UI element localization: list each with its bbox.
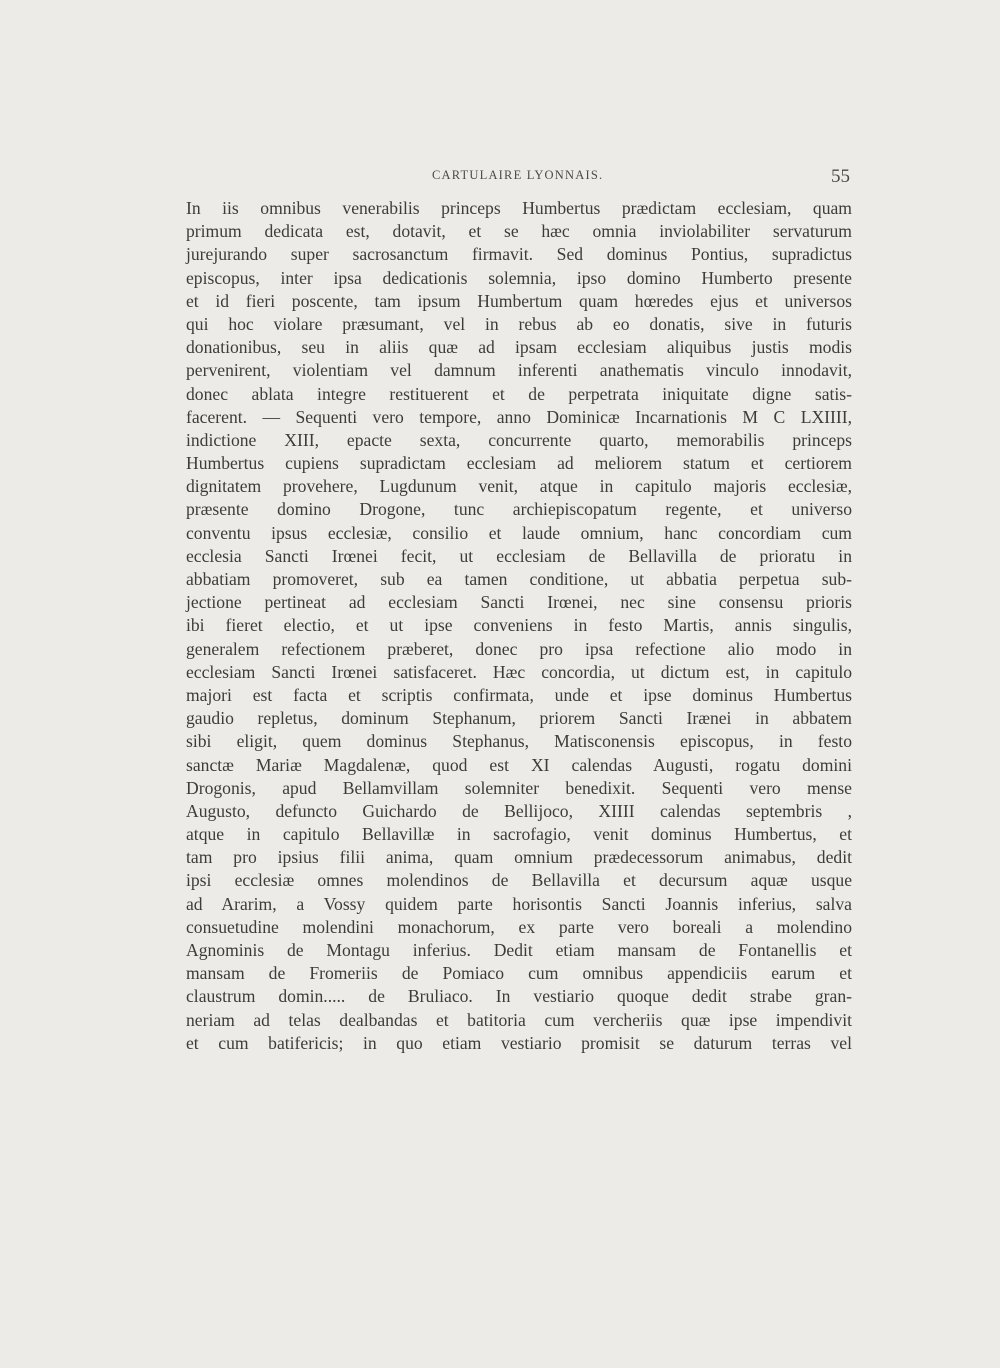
text-line: ecclesiam Sancti Irœnei satisfaceret. Hæc concordia, ut dictum est, in capitulo [186,661,852,682]
running-title: CARTULAIRE LYONNAIS. [432,168,604,182]
text-line: abbatiam promoveret, sub ea tamen conditione, ut abbatia perpetua sub- [186,569,852,589]
text-line: ibi fieret electio, et ut ipse conveniens in festo Martis, annis singulis, [186,615,852,636]
text-line: ecclesia Sancti Irœnei fecit, ut ecclesiam de Bellavilla de prioratu in [186,545,852,566]
text-line: pervenirent, violentiam vel damnum inferenti anathematis vinculo innodavit, [186,360,852,381]
text-line: neriam ad telas dealbandas et batitoria cum vercheriis quæ ipse impendivit [186,1009,852,1030]
text-line: generalem refectionem præberet, donec pro ipsa refectione alio modo in [186,638,852,659]
text-line: conventu ipsus ecclesiæ, consilio et laude omnium, hanc concordiam cum [186,522,852,543]
text-line: jurejurando super sacrosanctum firmavit. Sed dominus Pontius, supradictus [186,244,852,265]
text-line: Augusto, defuncto Guichardo de Bellijoco, XIIII calendas septembris , [186,800,852,821]
page-number: 55 [831,166,850,187]
text-line: indictione XIII, epacte sexta, concurrente quarto, memorabilis princeps [186,429,852,450]
text-line: qui hoc violare præsumant, vel in rebus ab eo donatis, sive in futuris [186,313,852,334]
text-line: atque in capitulo Bellavillæ in sacrofagio, venit dominus Humbertus, et [186,824,852,845]
text-line: episcopus, inter ipsa dedicationis solemnia, ipso domino Humberto presente [186,267,852,288]
text-line: jectione pertineat ad ecclesiam Sancti Irœnei, nec sine consensu prioris [186,592,852,613]
text-line: Humbertus cupiens supradictam ecclesiam ad meliorem statum et certiorem [186,453,852,474]
text-line: majori est facta et scriptis confirmata, unde et ipse dominus Humbertus [186,684,852,705]
text-line: In iis omnibus venerabilis princeps Humbertus prædictam ecclesiam, quam [186,198,852,218]
text-line: donationibus, seu in aliis quæ ad ipsam ecclesiam aliquibus justis modis [186,337,852,358]
text-line: tam pro ipsius filii anima, quam omnium prædecessorum animabus, dedit [186,847,852,868]
text-line: donec ablata integre restituerent et de perpetrata iniquitate digne satis- [186,383,852,404]
text-line: præsente domino Drogone, tunc archiepiscopatum regente, et universo [186,499,852,520]
text-line: dignitatem provehere, Lugdunum venit, atque in capitulo majoris ecclesiæ, [186,476,852,497]
text-line: primum dedicata est, dotavit, et se hæc omnia inviolabiliter servaturum [186,221,852,242]
text-line: gaudio repletus, dominum Stephanum, priorem Sancti Irænei in abbatem [186,708,852,729]
text-line: ad Ararim, a Vossy quidem parte horisontis Sancti Joannis inferius, salva [186,893,852,914]
text-line: mansam de Fromeriis de Pomiaco cum omnibus appendiciis earum et [186,963,852,984]
text-line: sanctæ Mariæ Magdalenæ, quod est XI calendas Augusti, rogatu domini [186,754,852,775]
text-line: Drogonis, apud Bellamvillam solemniter benedixit. Sequenti vero mense [186,777,852,798]
text-line: et id fieri poscente, tam ipsum Humbertum quam hœredes ejus et universos [186,290,852,311]
running-head [186,168,850,190]
text-line: facerent. — Sequenti vero tempore, anno Dominicæ Incarnationis M C LXIIII, [186,406,852,427]
text-line: claustrum domin..... de Bruliaco. In vestiario quoque dedit strabe gran- [186,986,852,1007]
text-line: consuetudine molendini monachorum, ex parte vero boreali a molendino [186,916,852,937]
text-line: et cum batifericis; in quo etiam vestiario promisit se daturum terras vel [186,1032,852,1053]
body-text [186,197,852,1055]
text-line: Agnominis de Montagu inferius. Dedit etiam mansam de Fontanellis et [186,940,852,960]
text-line: sibi eligit, quem dominus Stephanus, Matisconensis episcopus, in festo [186,731,852,752]
text-line: ipsi ecclesiæ omnes molendinos de Bellavilla et decursum aquæ usque [186,870,852,891]
